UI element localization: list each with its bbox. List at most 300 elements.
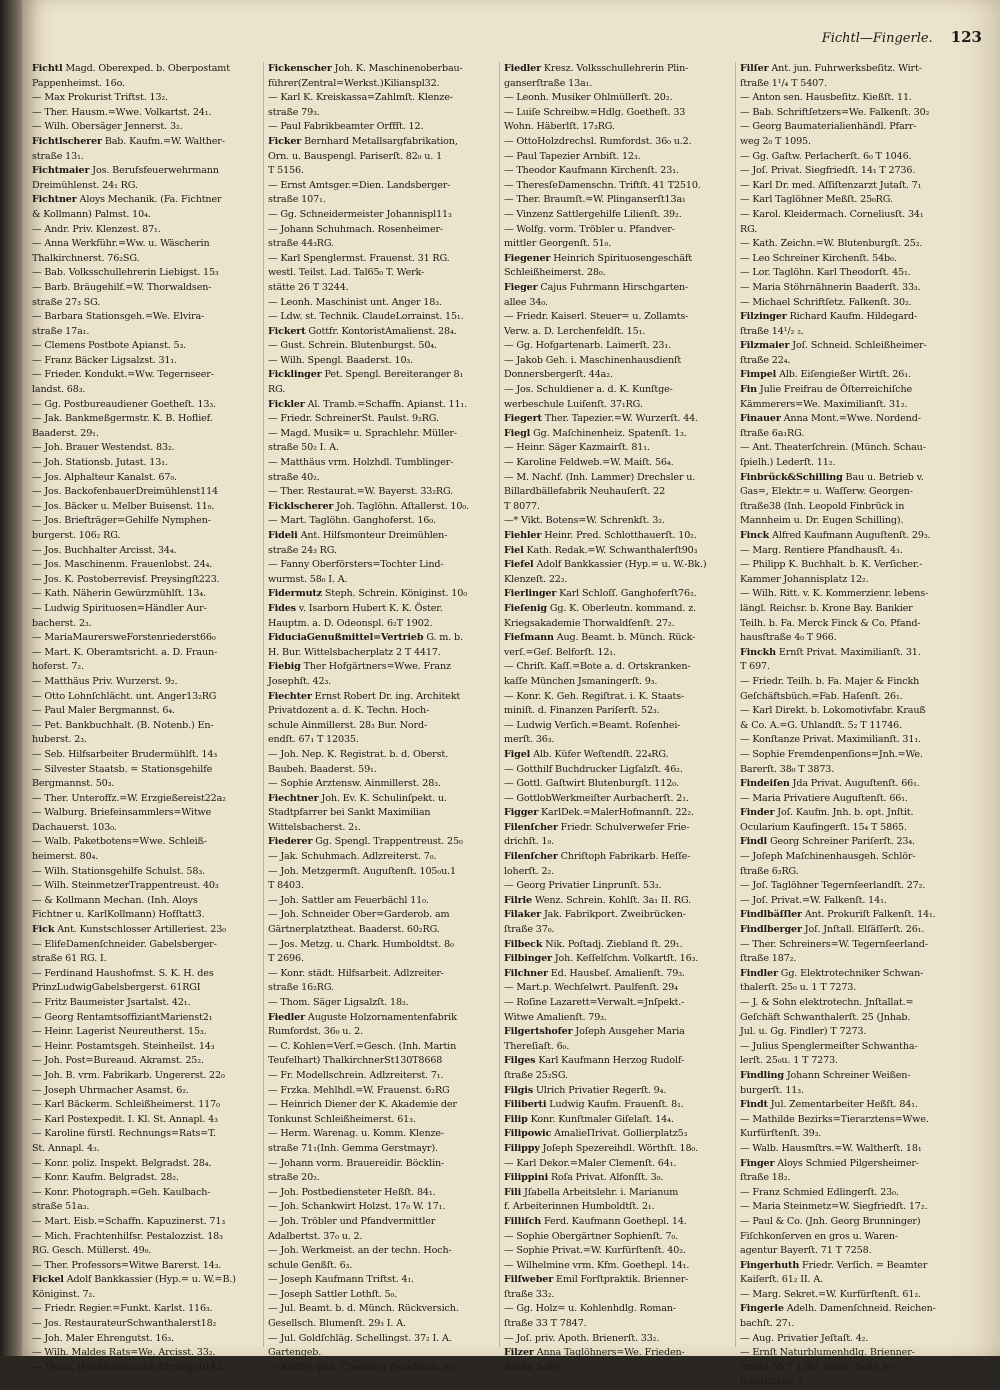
directory-entry: stätte 26 T 3244. bbox=[268, 281, 349, 293]
directory-entry: — Johann Schuhmach. Rosenheimer- bbox=[268, 223, 444, 235]
directory-entry: — Philipp K. Buchhalt. b. K. Verſicher.- bbox=[740, 559, 923, 571]
directory-entry: T 697. bbox=[740, 661, 770, 673]
directory-entry: burgerſt. 11₃. bbox=[740, 1084, 804, 1096]
directory-entry: Baaderst. 29₁. bbox=[32, 427, 99, 439]
directory-entry: Filgis Ulrich Privatier Regerſt. 9₄. bbox=[504, 1084, 667, 1096]
directory-columns bbox=[32, 62, 972, 1388]
directory-entry: — Fritz Baumeister Jsartalst. 42₁. bbox=[32, 997, 191, 1008]
column-4 bbox=[740, 62, 972, 1388]
directory-entry: — Wilh. Obersäger Jennerst. 3₂. bbox=[32, 121, 183, 133]
directory-entry: — Ldw. st. Technik. ClaudeLorrainst. 15₁. bbox=[268, 311, 464, 323]
directory-entry: straße 71₁(Inh. Gemma Gerstmayr). bbox=[268, 1142, 438, 1154]
directory-entry: — Aug. Privatier Jeſtaſt. 4₂. bbox=[740, 1332, 869, 1344]
directory-entry: — Seb. Hilfsarbeiter Brudermühlſt. 14₃ bbox=[32, 748, 218, 760]
directory-entry: — Barb. Bräugehilf.=W. Thorwaldsen- bbox=[32, 281, 212, 293]
directory-entry: straße 17a₁. bbox=[32, 325, 90, 337]
directory-entry: — Anna Werkführ.=Ww. u. Wäscherin bbox=[32, 238, 210, 250]
directory-entry: — Leonh. Maschinist unt. Anger 18₃. bbox=[268, 296, 442, 308]
directory-entry: — Joſ. Privat.=W. Falkenſt. 14₁. bbox=[740, 894, 887, 906]
directory-entry: kaſſe München Jsmaningerſt. 9₃. bbox=[504, 675, 658, 687]
directory-entry: — Karoline Feldweb.=W. Maiſt. 56₄. bbox=[504, 457, 674, 469]
directory-entry: — Jos. Maschinenm. Frauenlobst. 24₄. bbox=[32, 559, 213, 571]
directory-entry: — Friedr. Regier.=Funkt. Karlst. 116₃. bbox=[32, 1303, 213, 1315]
directory-entry: — Gottl. Gaſtwirt Blutenburgſt. 112₀. bbox=[504, 778, 679, 790]
directory-entry: — Jak. Bankmeßgermstr. K. B. Hoflief. bbox=[32, 413, 213, 425]
directory-entry: Findlbäſſler Ant. Prokuriſt Falkenſt. 14₁. bbox=[740, 909, 936, 921]
directory-entry: Tonkunst Schleißheimerst. 61₃. bbox=[268, 1113, 416, 1125]
directory-entry: Klenzeſt. 22₂. bbox=[504, 573, 568, 585]
directory-entry: ſtraße 22₄. bbox=[740, 354, 791, 366]
directory-entry: — Mart. Eisb.=Schaffn. Kapuzinerst. 71₃ bbox=[32, 1215, 226, 1227]
directory-entry: allee 34₀. bbox=[504, 296, 548, 308]
directory-entry: Fiegert Ther. Tapezier.=W. Wurzerſt. 44. bbox=[504, 413, 699, 425]
directory-entry: Barerſt. 38₀ T 3873. bbox=[740, 763, 835, 775]
directory-entry: Filipowic AmalieПrivat. Gollierplatz5₃ bbox=[504, 1128, 688, 1140]
directory-entry: — Thom. Handſchuhmach Ehrengutſt42₂ bbox=[32, 1361, 226, 1373]
directory-entry: — Gust. Schrein. Blutenburgst. 50₄. bbox=[268, 340, 437, 352]
directory-entry: Fick Ant. Kunstschlosser Artilleriest. 23₀ bbox=[32, 924, 226, 936]
directory-entry: — Karl K. Kreiskassa=Zahlmſt. Klenze- bbox=[268, 92, 453, 104]
directory-entry: ſtraße 14¹/₂ ₂. bbox=[740, 325, 804, 337]
directory-entry: ſtraße 3₀RG. bbox=[504, 1361, 563, 1373]
directory-entry: — Paul & Co. (Jnh. Georg Brunninger) bbox=[740, 1215, 921, 1227]
directory-entry: — Mart. Taglöhn. Ganghoferst. 16₀. bbox=[268, 515, 436, 527]
directory-entry: westl. Teilst. Lad. Tal65₀ T. Werk- bbox=[268, 267, 425, 279]
directory-entry: — Bab. Schriftſetzers=We. Falkenſt. 30₂ bbox=[740, 106, 930, 118]
directory-entry: Gärtnerplatztheat. Baaderst. 60₂RG. bbox=[268, 924, 440, 936]
directory-entry: — Jul. Beamt. b. d. Münch. Rückversich. bbox=[268, 1303, 459, 1315]
column-1 bbox=[32, 62, 264, 1373]
directory-entry: — Karl Spenglermst. Frauenst. 31 RG. bbox=[268, 252, 450, 264]
directory-entry: — & Kollmann Mechan. (Inh. Aloys bbox=[32, 894, 198, 906]
directory-entry: — Georg Privatier Linprunſt. 53₃. bbox=[504, 880, 662, 892]
directory-entry: Figger KarlDek.=MalerHofmannſt. 22₂. bbox=[504, 807, 694, 819]
directory-entry: — TheresſeDamenschn. Triftſt. 41 T2510. bbox=[504, 179, 701, 191]
directory-entry: — Wilh. Maldes Rats=We. Arcisst. 33₂. bbox=[32, 1347, 216, 1359]
directory-entry: wurmst. 58₀ I. A. bbox=[268, 573, 348, 585]
directory-entry: — Franz Bäcker Ligsalzst. 31₁. bbox=[32, 354, 177, 366]
directory-entry: Filgertshofer Joſeph Ausgeher Maria bbox=[504, 1026, 685, 1038]
directory-entry: — Heinr. Lagerist Neureutherst. 15₃. bbox=[32, 1026, 207, 1038]
directory-entry: FiduciaGenußmittel=Vertrieb G. m. b. bbox=[268, 632, 463, 644]
directory-entry: straße 51a₃. bbox=[32, 1201, 90, 1213]
directory-entry: — Sophie Privat.=W. Kurfürſtenſt. 40₂. bbox=[504, 1245, 686, 1257]
directory-entry: — Joh. Schneider Ober=Garderob. am bbox=[268, 909, 450, 921]
directory-entry: T 5156. bbox=[268, 165, 304, 177]
directory-entry: ganserſtraße 13a₁. bbox=[504, 77, 593, 89]
directory-entry: — Fr. Modellschrein. Adlzreiterst. 7₁. bbox=[268, 1069, 444, 1081]
directory-entry: Fides v. Isarborn Hubert K. K. Öster. bbox=[268, 602, 443, 614]
directory-entry: — Sophie Arztensw. Ainmillerst. 28₃. bbox=[268, 778, 441, 790]
directory-entry: T 8077. bbox=[504, 500, 540, 512]
directory-entry: hausſtraße 4₀ T 966. bbox=[740, 632, 837, 644]
directory-entry: — Friedr. Kaiserl. Steuer= u. Zollamts- bbox=[504, 311, 689, 323]
directory-entry: Fickler Al. Tramb.=Schaffn. Apianst. 11₁. bbox=[268, 398, 468, 410]
directory-entry: T 2696. bbox=[268, 953, 304, 965]
directory-entry: Wohn. Häberlſt. 17₃RG. bbox=[504, 121, 615, 133]
directory-entry: Findling Johann Schreiner Weißen- bbox=[740, 1069, 911, 1081]
directory-entry: — Gg. Postbureaudiener Goetheſt. 13₃. bbox=[32, 398, 216, 410]
directory-entry: Königinst. 7₂. bbox=[32, 1288, 96, 1300]
directory-entry: — Joh. Post=Bureaud. Akramst. 25₂. bbox=[32, 1055, 204, 1067]
directory-entry: straße 107₁. bbox=[268, 194, 326, 206]
directory-entry: — Kath. Näherin Gewürzmühlſt. 13₄. bbox=[32, 588, 206, 600]
directory-entry: Fiedler Auguste Holzornamentenfabrik bbox=[268, 1011, 457, 1023]
directory-entry: — Joſ. priv. Apoth. Brienerſt. 33₂. bbox=[504, 1332, 660, 1344]
directory-entry: — Ernst Amtsger.=Dien. Landsberger- bbox=[268, 179, 451, 191]
directory-entry: Fimpel Alb. Eiſengießer Wirtſt. 26₁. bbox=[740, 369, 911, 381]
directory-entry: Ficklscherer Joh. Taglöhn. Aſtallerst. 10₀. bbox=[268, 500, 469, 512]
directory-entry: — Jos. Schuldiener a. d. K. Kunſtge- bbox=[504, 384, 673, 396]
directory-entry: — Gg. Hofgartenarb. Laimerſt. 23₁. bbox=[504, 340, 671, 352]
directory-entry: Filenſcher Friedr. Schulverweſer Frie- bbox=[504, 821, 690, 833]
directory-entry: Finder Joſ. Kaufm. Jnh. b. opt. Jnſtit. bbox=[740, 807, 914, 819]
directory-entry: Filzer Anna Taglöhners=We. Frieden- bbox=[504, 1347, 685, 1359]
directory-entry: Kämmerers=We. Maximilianſt. 31₂. bbox=[740, 398, 908, 410]
directory-entry: — Joseph Sattler Lothſt. 5₀. bbox=[268, 1288, 398, 1300]
directory-entry: Fiebig Ther Hofgärtners=Wwe. Franz bbox=[268, 661, 451, 673]
directory-entry: straße 40₂. bbox=[268, 471, 320, 483]
directory-entry: — Joſeph Maſchinenhausgeh. Schlör- bbox=[740, 851, 916, 863]
directory-entry: Rumfordst. 36₀ u. 2. bbox=[268, 1026, 363, 1038]
directory-entry: — M. Nachf. (Inh. Lammer) Drechsler u. bbox=[504, 471, 696, 483]
directory-entry: straße 24₃ RG. bbox=[268, 544, 337, 556]
directory-entry: — Chriſt. Kaſſ.=Bote a. d. Ortskranken- bbox=[504, 661, 691, 673]
directory-entry: — Michael Schriftſetz. Falkenſt. 30₂. bbox=[740, 296, 912, 308]
directory-entry: miniſt. d. Finanzen Pariſerſt. 52₃. bbox=[504, 705, 660, 717]
directory-entry: Fichtner u. KarlKollmann) Hofſtatt3. bbox=[32, 909, 205, 921]
directory-entry: Josephſt. 42₃. bbox=[268, 675, 332, 687]
directory-entry: — Joh. Postbediensteter Heßſt. 84₁. bbox=[268, 1186, 436, 1198]
directory-entry: Fingerhuth Friedr. Verſich. = Beamter bbox=[740, 1259, 928, 1271]
directory-entry: merſt. 36₃. bbox=[504, 734, 555, 746]
directory-entry: — Ferdinand Haushofmst. S. K. H. des bbox=[32, 967, 214, 979]
directory-entry: Ocularium Kaufingerſt. 15₄ T 5865. bbox=[740, 821, 907, 833]
directory-entry: ſtraße 1¹/₄ T 5407. bbox=[740, 77, 827, 89]
directory-entry: Ficker Bernhard Metallsargfabrikation, bbox=[268, 135, 458, 147]
directory-entry: Fiedler Kresz. Volksschullehrerin Plin- bbox=[504, 63, 689, 74]
directory-entry: — Clemens Postbote Apianst. 5₃. bbox=[32, 340, 187, 352]
directory-entry: — Maria Stöhrnähnerin Baaderſt. 33₃. bbox=[740, 281, 921, 293]
directory-entry: landst. 68₃. bbox=[32, 384, 86, 396]
directory-entry: werbeschule Luiſenſt. 37₁RG. bbox=[504, 398, 643, 410]
directory-entry: — Heinr. Säger Kazmairſt. 81₁. bbox=[504, 442, 650, 454]
directory-entry: verſ.=Geſ. Belforſt. 12₁. bbox=[504, 646, 616, 658]
directory-entry: — Joſ. Privat. Siegfriedſt. 14₁ T 2736. bbox=[740, 165, 916, 177]
directory-entry: Kriegsakademie Thorwaldſenſt. 27₂. bbox=[504, 617, 675, 629]
directory-entry: — Maria Steinmetz=W. Siegfriedſt. 17₂. bbox=[740, 1201, 928, 1213]
directory-entry: Filliſch Ferd. Kaufmann Goethepl. 14. bbox=[504, 1215, 687, 1227]
directory-entry: Fieſenig Gg. K. Oberleutn. kommand. z. bbox=[504, 602, 696, 614]
directory-entry: — Karl Bäckerm. Schleißheimerst. 117₀ bbox=[32, 1099, 220, 1111]
directory-entry: Filzmaier Joſ. Schneid. Schleißheimer- bbox=[740, 340, 927, 352]
directory-entry: — Wilh. SteinmetzerTrappentreust. 40₃ bbox=[32, 880, 219, 892]
directory-entry: — Konſtanze Privat. Maximilianſt. 31₁. bbox=[740, 734, 921, 746]
directory-entry: — Walburg. Briefeinsammlers=Witwe bbox=[32, 807, 212, 819]
directory-entry: ſtraße 187₂. bbox=[740, 953, 797, 965]
directory-entry: ſpielh.) Lederſt. 11₂. bbox=[740, 457, 836, 469]
directory-entry: — Marg. Rentiere Pfandhausſt. 4₃. bbox=[740, 544, 903, 556]
directory-entry: straße 16₂RG. bbox=[268, 982, 334, 994]
directory-entry: — Franz Schmied Edlingerſt. 23₀. bbox=[740, 1186, 899, 1198]
directory-entry: — Herm. Warenag. u. Komm. Klenze- bbox=[268, 1128, 444, 1140]
directory-entry: Findl Georg Schreiner Pariſerſt. 23₄. bbox=[740, 836, 915, 848]
directory-entry: — Joh. Werkmeist. an der techn. Hoch- bbox=[268, 1245, 452, 1257]
directory-entry: — Jos. Metzg. u. Chark. Humboldtst. 8₀ bbox=[268, 938, 454, 950]
directory-entry: — Magd. Musik= u. Sprachlehr. Müller- bbox=[268, 427, 457, 439]
directory-entry: straße 13₁. bbox=[32, 150, 84, 162]
directory-entry: — GottlobWerkmeiſter Aurbacherſt. 2₁. bbox=[504, 792, 689, 804]
page-number: 123 bbox=[950, 28, 982, 46]
directory-entry: Baubeh. Baaderst. 59₁. bbox=[268, 763, 377, 775]
directory-entry: Filippy Joſeph Spezereihdl. Wörthſt. 18₀. bbox=[504, 1142, 699, 1154]
directory-entry: — Walb. Paketbotens=Wwe. Schleiß- bbox=[32, 836, 207, 848]
directory-entry: — Joh. Sattler am Feuerbächl 11₀. bbox=[268, 894, 429, 906]
directory-entry: — Joh. B. vrm. Fabrikarb. Ungererst. 22₀ bbox=[32, 1069, 225, 1081]
directory-entry: huberst. 2₃. bbox=[32, 734, 87, 746]
directory-entry: hoferst. 7₂. bbox=[32, 661, 84, 673]
directory-entry: — Karl Postexpedit. I. Kl. St. Annapl. 4₃ bbox=[32, 1113, 218, 1125]
directory-entry: Witwe Amalienſt. 79₃. bbox=[504, 1011, 607, 1023]
directory-entry: Finbrück&Schilling Bau u. Betrieb v. bbox=[740, 471, 924, 483]
directory-entry: — Joh. Brauer Westendst. 83₂. bbox=[32, 442, 175, 454]
directory-entry: — Joh. Schankwirt Holzst. 17₀ W. 17₁. bbox=[268, 1201, 446, 1213]
directory-entry: — ElifeDamenſchneider. Gabelsberger- bbox=[32, 938, 217, 950]
running-title: Fichtl—Fingerle. bbox=[821, 31, 933, 46]
directory-entry: Fidermutz Steph. Schrein. Königinst. 10₀ bbox=[268, 588, 467, 600]
directory-entry: — Wilh. Spengl. Baaderst. 10₃. bbox=[268, 354, 414, 366]
directory-entry: loherſt. 2₂. bbox=[504, 865, 554, 877]
directory-entry: — Theodor Kaufmann Kirchenſt. 23₁. bbox=[504, 165, 679, 177]
directory-entry: ſtraße 33₂. bbox=[504, 1288, 555, 1300]
directory-entry: — Sophie Obergärtner Sophienſt. 7₀. bbox=[504, 1230, 679, 1242]
directory-entry: Bergmannst. 50₃. bbox=[32, 778, 115, 790]
directory-entry: Findlberger Joſ. Jnſtall. Elſäſſerſt. 26₁. bbox=[740, 924, 925, 936]
directory-entry: — Roſine Lazarett=Verwalt.=Jnſpekt.- bbox=[504, 997, 685, 1008]
directory-entry: — Walb. Hausmſtrs.=W. Waltherſt. 18₁ bbox=[740, 1142, 922, 1154]
directory-entry: — Bab. Volksschullehrerin Liebigst. 15₃ bbox=[32, 267, 219, 279]
directory-entry: Fichtlscherer Bab. Kaufm.=W. Walther- bbox=[32, 135, 225, 147]
directory-entry: & Kollmann) Palmst. 10₄. bbox=[32, 208, 151, 220]
directory-entry: Thalkirchnerst. 76₂SG. bbox=[32, 252, 140, 264]
directory-entry: — Karol. Kleidermach. Corneliusſt. 34₁ bbox=[740, 208, 924, 220]
directory-entry: — Wolfg. vorm. Tröbler u. Pfandver- bbox=[504, 223, 675, 235]
directory-entry: bacherst. 2₃. bbox=[32, 617, 92, 629]
directory-entry: Fieger Cajus Fuhrmann Hirschgarten- bbox=[504, 281, 689, 293]
directory-entry: Finauer Anna Mont.=Wwe. Nordend- bbox=[740, 413, 921, 425]
directory-entry: Filip Konr. Kunſtmaler Giſelaſt. 14₄. bbox=[504, 1113, 674, 1125]
directory-entry: — Paul Maler Bergmannst. 6₄. bbox=[32, 705, 175, 717]
directory-entry: Thereſiaſt. 6₀. bbox=[504, 1040, 570, 1052]
directory-entry: — Joseph Kaufmann Triftst. 4₁. bbox=[268, 1274, 414, 1286]
directory-entry: Filges Karl Kaufmann Herzog Rudolf- bbox=[504, 1055, 685, 1067]
directory-entry: Geſchäft Schwanthalerſt. 25 (Jnhab. bbox=[740, 1011, 911, 1023]
directory-entry: — Mich. Frachtenhilfsr. Pestalozzist. 18₃ bbox=[32, 1230, 223, 1242]
directory-entry: Gesellsch. Blumenſt. 29₃ I. A. bbox=[268, 1318, 406, 1330]
directory-entry: Filaker Jak. Fabrikport. Zweibrücken- bbox=[504, 909, 686, 921]
directory-entry: Privatdozent a. d. K. Techn. Hoch- bbox=[268, 705, 430, 717]
directory-entry: — Joh. Tröbler und Pfandvermittler bbox=[268, 1215, 436, 1227]
directory-entry: — Ther. Unteroffz.=W. Erzgießereist22a₂ bbox=[32, 792, 226, 804]
directory-entry: schule Genßſt. 6₃. bbox=[268, 1259, 353, 1271]
directory-entry: — Otto Lohnſchlächt. unt. Anger13₂RG bbox=[32, 690, 217, 702]
directory-entry: — Gg. Holz= u. Kohlenhdlg. Roman- bbox=[504, 1303, 676, 1315]
directory-entry: — Silvester Staatsb. = Stationsgehilfe bbox=[32, 763, 213, 775]
directory-entry: — Wilh. Ritt. v. K. Kommerzienr. lebens- bbox=[740, 588, 929, 600]
directory-entry: Finck Alfred Kaufmann Auguſtenſt. 29₃. bbox=[740, 530, 931, 541]
directory-entry: Kurfürſtenſt. 39₃. bbox=[740, 1128, 822, 1140]
directory-entry: — Joh. Nep. K. Registrat. b. d. Oberst. bbox=[268, 748, 449, 760]
directory-entry: — Julius Spenglermeiſter Schwantha- bbox=[740, 1040, 918, 1052]
directory-entry: — Konr. städt. Hilfsarbeit. Adlzreiter- bbox=[268, 967, 444, 979]
directory-entry: straße 44₃RG. bbox=[268, 238, 334, 250]
directory-entry: T 8403. bbox=[268, 880, 304, 892]
directory-entry: — Karl Dr. med. Aſſiſtenzarzt Jutaſt. 7₁ bbox=[740, 179, 922, 191]
directory-entry: — Vinzenz Sattlergehilfe Lilienſt. 39₂. bbox=[504, 208, 682, 220]
directory-entry: Geſchäftsbüch.=Fab. Haſenſt. 26₁. bbox=[740, 690, 903, 702]
directory-entry: — J. & Sohn elektrotechn. Jnſtallat.= bbox=[740, 997, 914, 1008]
directory-entry: — Frzka. Mehlhdl.=W. Frauenst. 6₂RG bbox=[268, 1084, 450, 1096]
directory-entry: Filzinger Richard Kaufm. Hildegard- bbox=[740, 311, 918, 323]
directory-entry: — Heinr. Postamtsgeh. Steinheilst. 14₃ bbox=[32, 1040, 215, 1052]
directory-entry: ſtraße38 (Inh. Leopold Finbrück in bbox=[740, 500, 905, 512]
directory-entry: Filippini Roſa Privat. Alfonſſt. 3₀. bbox=[504, 1172, 664, 1184]
directory-entry: — Maria Privatiere Auguſtenſt. 66₁. bbox=[740, 792, 908, 804]
directory-entry: Filiberti Ludwig Kaufm. Frauenſt. 8₁. bbox=[504, 1099, 684, 1111]
directory-entry: thalerſt. 25₀ u. 1 T 7273. bbox=[740, 982, 857, 994]
directory-entry: — Gg. Gaſtw. Perlacherſt. 6₀ T 1046. bbox=[740, 150, 912, 162]
directory-entry: Billardbällefabrik Neuhauſerſt. 22 bbox=[504, 486, 666, 498]
directory-entry: ſtraße 55 T 1303 Wohn. Solln Al- bbox=[740, 1361, 895, 1373]
directory-entry: Fiechter Ernst Robert Dr. ing. Architekt bbox=[268, 690, 461, 702]
directory-entry: — Konr. poliz. Inspekt. Belgradst. 28₄. bbox=[32, 1157, 212, 1169]
directory-entry: Fiehler Heinr. Pred. Schlotthauerſt. 10₂. bbox=[504, 530, 697, 541]
directory-entry: straße 20₂. bbox=[268, 1172, 320, 1184]
directory-entry: ſtraße 25₂SG. bbox=[504, 1069, 568, 1081]
directory-entry: PrinzLudwigGabelsbergerst. 61RGI bbox=[32, 982, 201, 994]
directory-entry: Fin Julie Freifrau de Öſterreichiſche bbox=[740, 384, 913, 396]
directory-entry: & Co. A.=G. Uhlandſt. 5₂ T 11746. bbox=[740, 719, 903, 731]
directory-entry: Pappenheimst. 16o. bbox=[32, 77, 125, 89]
directory-entry: — Pet. Bankbuchhalt. (B. Notenb.) En- bbox=[32, 719, 214, 731]
directory-entry: Kammer Johannisplatz 12₂. bbox=[740, 573, 869, 585]
directory-entry: — Jos. Bäcker u. Melber Buisenst. 11₀. bbox=[32, 500, 215, 512]
directory-entry: — Johann vorm. Brauereidir. Böcklin- bbox=[268, 1157, 445, 1169]
directory-entry: — Karl Taglöhner Meßſt. 25₀RG. bbox=[740, 194, 893, 206]
directory-entry: Fiel Kath. Redak.=W. Schwanthalerſt90₃ bbox=[504, 544, 698, 556]
directory-entry: Orn. u. Bauspengl. Pariserſt. 82₀ u. 1 bbox=[268, 150, 443, 162]
directory-entry: — Jakob Geh. i. Maschinenhausdienſt bbox=[504, 354, 682, 366]
directory-entry: Verw. a. D. Lerchenfeldſt. 15₁. bbox=[504, 325, 646, 337]
directory-entry: Teufelhart) ThalkirchnerSt130T8668 bbox=[268, 1055, 443, 1067]
directory-entry: Fichtl Magd. Oberexped. b. Oberpostamt bbox=[32, 63, 230, 74]
directory-entry: H. Bur. Wittelsbacherplatz 2 T 4417. bbox=[268, 646, 441, 658]
directory-entry: lerſt. 25₀u. 1 T 7273. bbox=[740, 1055, 838, 1067]
directory-entry: — Ther. Schreiners=W. Tegernſeerland- bbox=[740, 938, 928, 950]
directory-entry: — Luiſe Schreibw.=Hdlg. Goetheſt. 33 bbox=[504, 106, 686, 118]
column-3 bbox=[504, 62, 736, 1373]
directory-entry: drichſt. 1₀. bbox=[504, 836, 555, 848]
directory-entry: Fieſmann Aug. Beamt. b. Münch. Rück- bbox=[504, 632, 696, 644]
directory-entry: — Ther. Restaurat.=W. Bayerst. 33₂RG. bbox=[268, 486, 454, 498]
directory-entry: — Joſ. Taglöhner Tegernſeerlandſt. 27₂. bbox=[740, 880, 926, 892]
directory-entry: RG. bbox=[740, 223, 758, 235]
directory-entry: — Jos. Buchhalter Arcisst. 34₄. bbox=[32, 544, 177, 556]
directory-entry: —* Vikt. Botens=W. Schrenkſt. 3₂. bbox=[504, 515, 665, 527]
directory-entry: — Andr. Priv. Klenzest. 87₁. bbox=[32, 223, 161, 235]
directory-entry: — Friedr. Teilh. b. Fa. Majer & Finckh bbox=[740, 675, 920, 687]
directory-entry: Hauptm. a. D. Odeonspl. 6₂T 1902. bbox=[268, 617, 433, 629]
directory-entry: — Joh. Maler Ehrengutst. 16₃. bbox=[32, 1332, 174, 1344]
directory-entry: — Lor. Taglöhn. Karl Theodorſt. 45₁. bbox=[740, 267, 911, 279]
directory-entry: — Jos. Briefträger=Gehilfe Nymphen- bbox=[32, 515, 211, 527]
directory-entry: Schleißheimerst. 28₀. bbox=[504, 267, 606, 279]
directory-entry: — Marg. Sekret.=W. Kurfürſtenſt. 61₂. bbox=[740, 1288, 921, 1300]
directory-entry: Mannheim u. Dr. Eugen Schilling). bbox=[740, 515, 904, 527]
directory-entry: — Konr. Kaufm. Belgradst. 28₂. bbox=[32, 1172, 179, 1184]
column-2 bbox=[268, 62, 500, 1373]
directory-entry: Stadtpfarrer bei Sankt Maximilian bbox=[268, 807, 431, 819]
directory-entry: — Joh. Metzgermſt. Auguſtenſt. 105₀u.1 bbox=[268, 865, 456, 877]
directory-entry: Filſer Ant. jun. Fuhrwerksbeſitz. Wirt- bbox=[740, 63, 922, 74]
directory-entry: Filſweber Emil Forſtpraktik. Brienner- bbox=[504, 1274, 689, 1286]
directory-entry: — Ludwig Verſich.=Beamt. Roſenhei- bbox=[504, 719, 681, 731]
directory-entry: — Ant. Theaterſchrein. (Münch. Schau- bbox=[740, 442, 926, 454]
directory-entry: — Jos. RestaurateurSchwanthalerst18₂ bbox=[32, 1318, 217, 1330]
directory-entry: — Frieder. Kondukt.=Ww. Tegernseer- bbox=[32, 369, 214, 381]
directory-entry: Jul. u. Gg. Findler) T 7273. bbox=[740, 1026, 867, 1038]
directory-entry: Filbeck Nik. Poſtadj. Ziebland ſt. 29₁. bbox=[504, 938, 683, 950]
directory-entry: RG. Gesch. Müllerst. 49₀. bbox=[32, 1245, 152, 1257]
directory-entry: schule Ainmillerst. 28₃ Bur. Nord- bbox=[268, 719, 428, 731]
directory-entry: — Wilh. Stationsgehilfe Schulst. 58₃. bbox=[32, 865, 205, 877]
directory-entry: Filenſcher Chriſtoph Fabrikarb. Heſſe- bbox=[504, 851, 691, 863]
directory-entry: Fiſchkonſerven en gros u. Waren- bbox=[740, 1230, 899, 1242]
directory-entry: — Matthäus vrm. Holzhdl. Tumblinger- bbox=[268, 457, 454, 469]
directory-entry: Fichtner Aloys Mechanik. (Fa. Fichtner bbox=[32, 194, 222, 206]
directory-entry: — Ludwig Spirituosen=Händler Aur- bbox=[32, 602, 207, 614]
directory-entry: — Friedr. SchreinerSt. Paulst. 9₂RG. bbox=[268, 413, 439, 425]
directory-entry: Fiegener Heinrich Spirituosengeschäft bbox=[504, 252, 693, 264]
directory-entry: Dachauerst. 103₀. bbox=[32, 821, 117, 833]
directory-entry: — Karl Dekor.=Maler Clemenſt. 64₁. bbox=[504, 1157, 677, 1169]
directory-entry: — Jos. K. Postoberrevisf. Preysingſt223. bbox=[32, 573, 220, 585]
directory-entry: — Leo Schreiner Kirchenſt. 54b₀. bbox=[740, 252, 897, 264]
directory-entry: — MariaMaurersweForstenriederst66₀ bbox=[32, 632, 216, 644]
directory-entry: Fideli Ant. Hilfsmonteur Dreimühlen- bbox=[268, 530, 448, 541]
directory-entry: — Ther. Hausm.=Wwe. Volkartst. 24₁. bbox=[32, 106, 212, 118]
directory-entry: Fickel Adolf Bankkassier (Hyp.= u. W.=B.) bbox=[32, 1274, 236, 1286]
directory-entry: heimerst. 80₄. bbox=[32, 851, 99, 863]
directory-entry: ſtraße 18₂. bbox=[740, 1172, 791, 1184]
directory-entry: Gas=, Elektr.= u. Waſſerw. Georgen- bbox=[740, 486, 913, 498]
directory-entry: Fiegl Gg. Maſchinenheiz. Spatenſt. 1₃. bbox=[504, 427, 687, 439]
directory-entry: — Karl Direkt. b. Lokomotivfabr. Krauß bbox=[740, 705, 926, 717]
directory-entry: — Leonh. Musiker Ohlmüllerſt. 20₂. bbox=[504, 92, 673, 104]
directory-entry: — OttoHolzdrechsl. Rumfordst. 36₀ u.2. bbox=[504, 135, 692, 147]
page-header bbox=[802, 28, 982, 52]
directory-entry: — Mathilde Bezirks=Tierarztens=Wwe. bbox=[740, 1113, 929, 1125]
directory-entry: längl. Reichsr. b. Krone Bay. Bankier bbox=[740, 602, 913, 614]
directory-entry: — Georg RentamtsoffiziantMarienst2₁ bbox=[32, 1011, 213, 1023]
directory-entry: Findt Jul. Zementarbeiter Heßſt. 84₁. bbox=[740, 1099, 918, 1111]
directory-entry: Findler Gg. Elektrotechniker Schwan- bbox=[740, 967, 924, 979]
directory-entry: weg 2₀ T 1095. bbox=[740, 135, 811, 147]
directory-entry: — Thom. Säger Ligsalzſt. 18₂. bbox=[268, 997, 409, 1008]
directory-entry: St. Annapl. 4₃. bbox=[32, 1142, 100, 1154]
directory-entry: — Mart.p. Wechſelwrt. Paulfenſt. 29₄ bbox=[504, 982, 678, 994]
directory-entry: bachſt. 27₁. bbox=[740, 1318, 795, 1330]
